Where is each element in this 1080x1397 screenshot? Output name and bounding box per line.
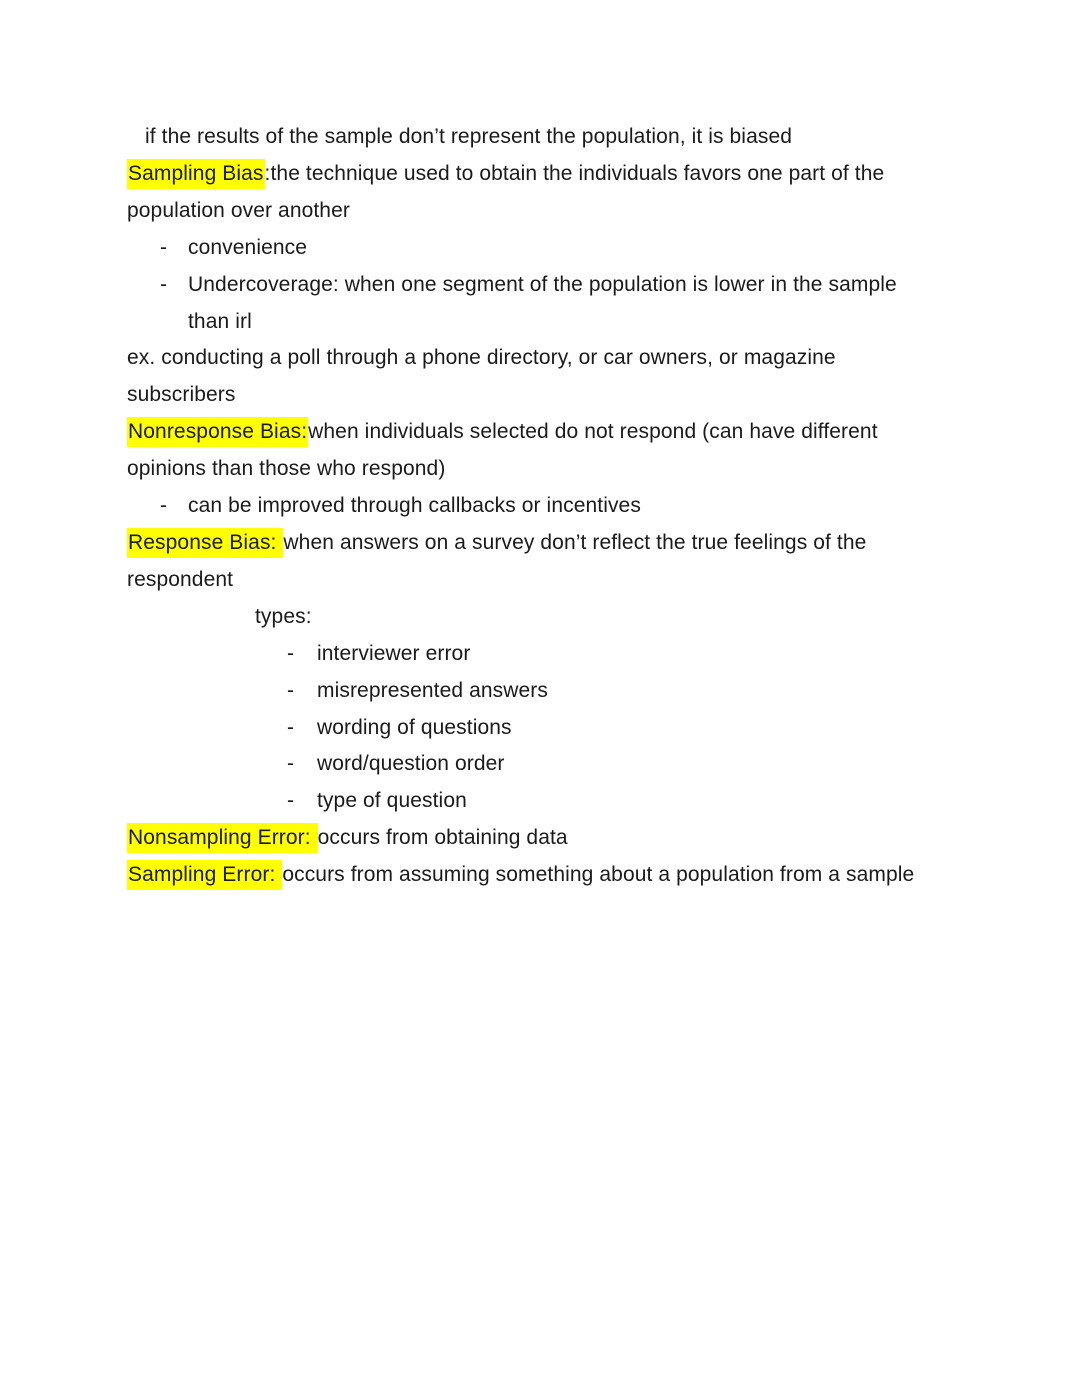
text-segment: can be improved through callbacks or incentives [188,494,641,518]
highlighted-term: Sampling Bias [127,159,265,189]
highlighted-term: Sampling Error: [127,860,282,890]
highlighted-term: Nonresponse Bias: [127,417,308,447]
text-line [127,267,962,304]
text-line [127,636,962,673]
bullet-dash: - [287,752,295,776]
text-segment: word/question order [317,752,505,776]
text-line [127,857,962,894]
text-line [127,414,962,451]
text-segment: respondent [127,567,234,591]
text-segment: ex. conducting a poll through a phone directory, or car owners, or magazine [127,346,836,370]
document-body [127,119,962,894]
text-segment: :the technique used to obtain the individuals favors one part of the [264,161,885,185]
highlighted-term: Nonsampling Error: [127,823,318,853]
bullet-dash: - [287,715,295,739]
bullet-dash: - [287,641,295,665]
text-segment: interviewer error [317,641,471,665]
text-segment: if the results of the sample don’t represent the population, it is biased [145,125,793,148]
text-line [127,562,962,599]
text-segment: types: [255,604,312,628]
text-segment: occurs from obtaining data [317,826,568,850]
bullet-dash: - [287,789,295,813]
text-line [127,710,962,747]
text-line [127,673,962,710]
text-line [127,230,962,267]
highlighted-term: Response Bias: [127,528,283,558]
text-segment: subscribers [127,383,236,407]
text-segment: wording of questions [317,715,512,739]
text-line [127,340,962,377]
text-line [127,488,962,525]
text-line [127,119,962,156]
text-line [127,377,962,414]
text-segment: when answers on a survey don’t reflect the true feelings of the [283,530,867,554]
text-segment: than irl [188,309,252,333]
text-line [127,820,962,857]
text-segment: Undercoverage: when one segment of the population is lower in the sample [188,272,897,296]
text-line [127,525,962,562]
bullet-dash: - [160,494,168,518]
text-segment: convenience [188,235,308,259]
text-line [127,783,962,820]
text-segment: opinions than those who respond) [127,457,446,481]
text-segment: misrepresented answers [317,678,548,702]
text-segment: type of question [317,789,467,813]
text-line [127,746,962,783]
text-segment: occurs from assuming something about a population from a sample [282,863,915,887]
text-line [127,599,962,636]
text-segment: population over another [127,198,350,222]
bullet-dash: - [160,272,168,296]
text-line [127,156,962,193]
bullet-dash: - [160,235,168,259]
text-line [127,451,962,488]
text-segment: when individuals selected do not respond (can have different [308,420,878,444]
text-line [127,193,962,230]
text-line [127,304,962,341]
bullet-dash: - [287,678,295,702]
